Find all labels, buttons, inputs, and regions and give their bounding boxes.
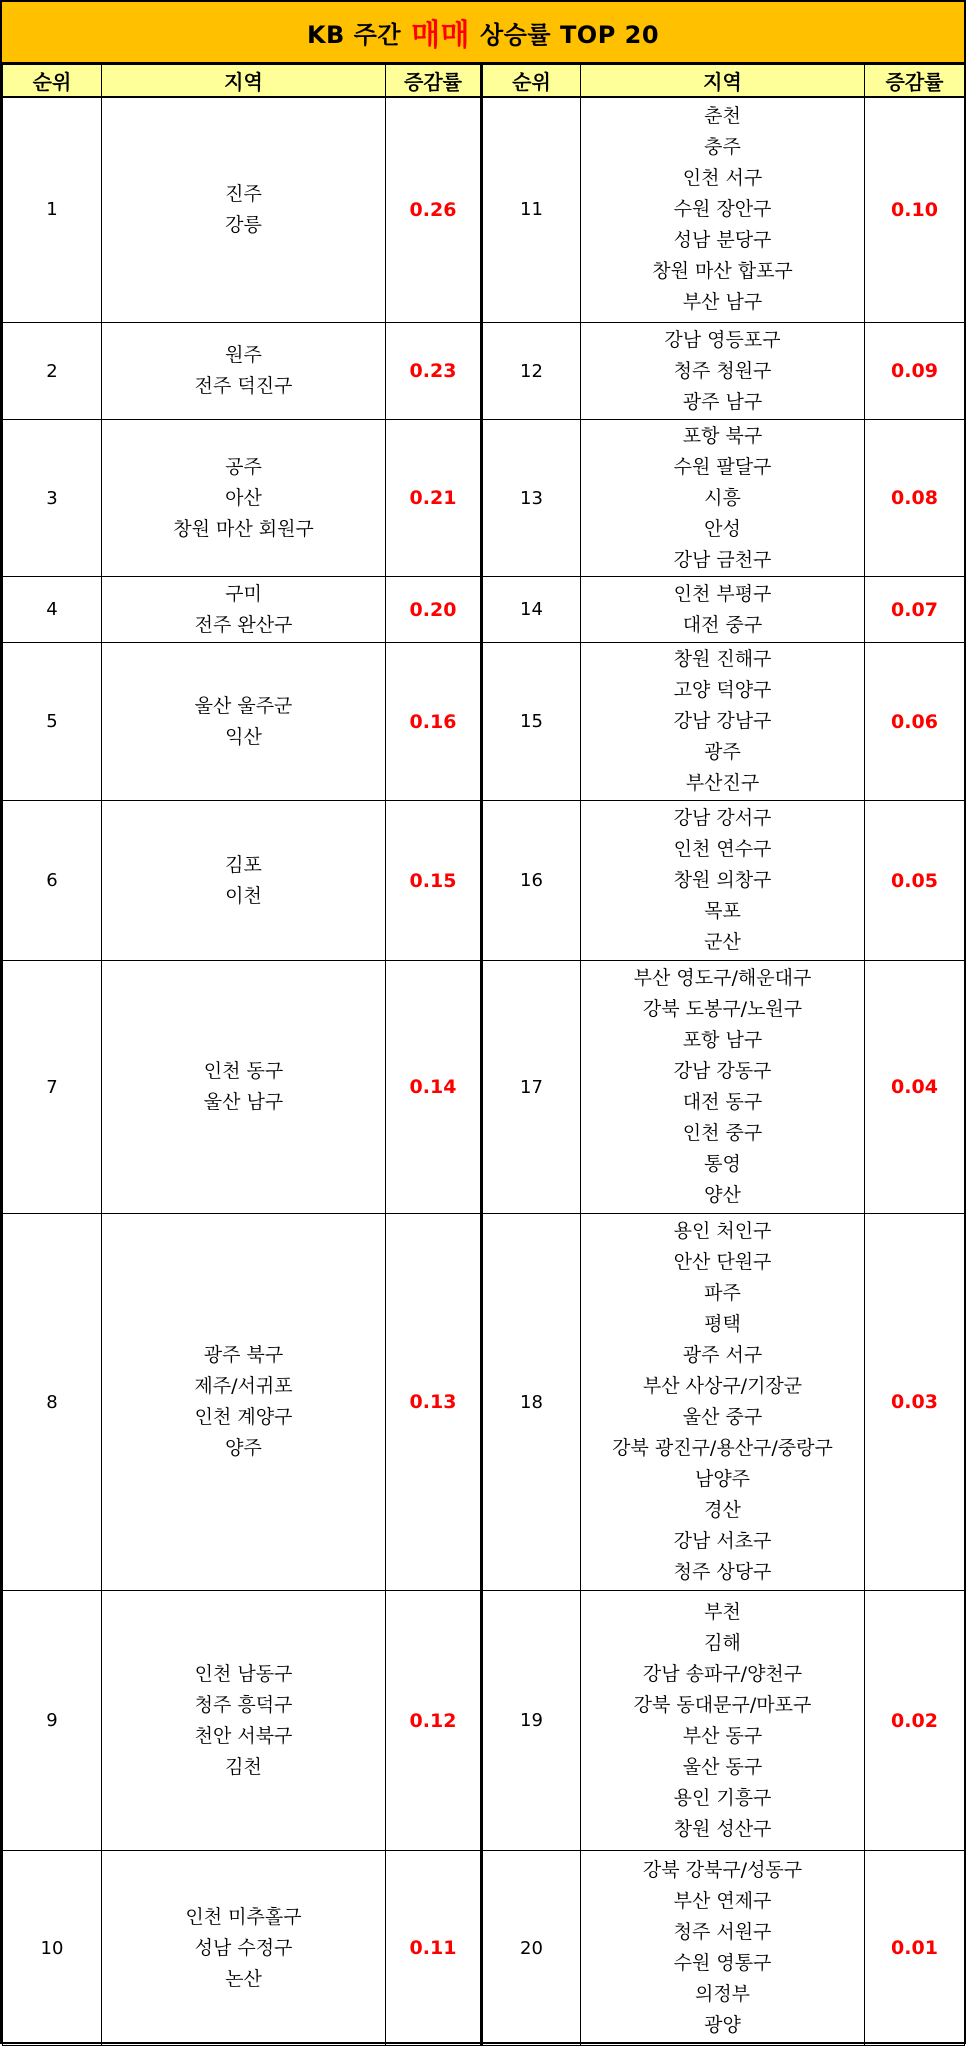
region-name: 익산	[225, 725, 262, 748]
region-name: 강남 영등포구	[664, 328, 781, 351]
table-row	[3, 801, 965, 961]
rank-cell-right: 15	[482, 643, 581, 801]
region-name: 창원 성산구	[673, 1817, 772, 1840]
region-name: 용인 처인구	[673, 1220, 772, 1242]
region-cell-left	[102, 1851, 386, 2046]
region-name: 용인 기흥구	[673, 1786, 772, 1809]
region-cell-left	[102, 961, 386, 1214]
rate-cell-left: 0.20	[386, 577, 482, 643]
table-row	[3, 97, 965, 323]
rank-cell-left: 2	[3, 323, 102, 420]
rate-cell-left: 0.21	[386, 420, 482, 577]
region-name: 울산 동구	[682, 1755, 763, 1778]
region-cell-right	[581, 801, 865, 961]
region-name: 수원 팔달구	[673, 455, 772, 478]
region-name: 강남 금천구	[673, 548, 772, 571]
table-row	[3, 1214, 965, 1591]
rank-cell-right: 18	[482, 1214, 581, 1591]
region-name: 고양 덕양구	[673, 679, 772, 701]
region-name: 인천 서구	[682, 167, 763, 190]
region-name: 부산 연제구	[673, 1890, 772, 1912]
rank-cell-left: 10	[3, 1851, 102, 2046]
region-name: 부산 사상구/기장군	[642, 1375, 803, 1397]
region-name: 강남 강서구	[673, 807, 772, 829]
region-name: 안성	[704, 517, 741, 540]
rate-cell-left: 0.13	[386, 1214, 482, 1591]
rate-cell-right: 0.04	[865, 961, 965, 1214]
rank-cell-right: 19	[482, 1591, 581, 1851]
region-name: 인천 동구	[203, 1060, 284, 1082]
rate-cell-left: 0.14	[386, 961, 482, 1214]
region-name: 강남 송파구/양천구	[642, 1662, 803, 1685]
region-cell-right	[581, 323, 865, 420]
region-name: 목포	[704, 900, 741, 922]
rate-cell-right: 0.02	[865, 1591, 965, 1851]
region-cell-left	[102, 97, 386, 323]
region-name: 광주 남구	[682, 390, 763, 413]
region-name: 제주/서귀포	[194, 1375, 293, 1397]
region-name: 강남 강남구	[673, 710, 772, 732]
region-name: 청주 청원구	[673, 359, 772, 382]
rank-cell-left: 1	[3, 97, 102, 323]
rate-cell-right: 0.06	[865, 643, 965, 801]
table-body	[3, 97, 965, 2046]
region-name: 부산 동구	[682, 1724, 763, 1747]
region-name: 포항 남구	[682, 1029, 763, 1051]
region-name: 원주	[225, 344, 262, 366]
region-name: 강북 동대문구/마포구	[633, 1693, 812, 1716]
region-name: 성남 분당구	[673, 229, 772, 252]
table-title	[2, 2, 964, 64]
region-name: 강북 강북구/성동구	[642, 1859, 803, 1881]
rank-cell-right: 17	[482, 961, 581, 1214]
region-name: 평택	[704, 1313, 741, 1335]
header-rank-left: 순위	[3, 65, 102, 97]
region-name: 경산	[704, 1499, 741, 1521]
region-name: 울산 남구	[203, 1091, 284, 1113]
table-row	[3, 1591, 965, 1851]
rate-cell-right: 0.05	[865, 801, 965, 961]
ranking-table	[2, 64, 965, 2046]
region-name: 광양	[704, 2014, 741, 2036]
header-region-right: 지역	[581, 65, 865, 97]
table-row	[3, 643, 965, 801]
region-name: 포항 북구	[682, 424, 763, 447]
region-cell-left	[102, 801, 386, 961]
region-name: 김천	[225, 1755, 262, 1778]
rank-cell-left: 7	[3, 961, 102, 1214]
region-name: 강릉	[225, 213, 262, 236]
region-name: 시흥	[704, 486, 741, 509]
rate-cell-right: 0.07	[865, 577, 965, 643]
region-name: 부산진구	[685, 772, 760, 794]
region-name: 청주 서원구	[673, 1921, 772, 1943]
region-cell-right	[581, 97, 865, 323]
region-name: 인천 계양구	[194, 1406, 293, 1428]
table-row	[3, 961, 965, 1214]
region-name: 인천 연수구	[673, 838, 772, 860]
region-name: 전주 덕진구	[194, 375, 293, 397]
rate-cell-left: 0.23	[386, 323, 482, 420]
region-name: 광주 북구	[203, 1344, 284, 1366]
region-name: 광주 서구	[682, 1344, 763, 1366]
title-accent: 매매	[411, 18, 471, 53]
rank-cell-right: 20	[482, 1851, 581, 2046]
region-name: 아산	[225, 486, 262, 509]
rank-cell-right: 16	[482, 801, 581, 961]
rank-cell-left: 8	[3, 1214, 102, 1591]
region-name: 인천 미추홀구	[185, 1905, 302, 1928]
region-cell-right	[581, 961, 865, 1214]
region-name: 전주 완산구	[194, 613, 293, 636]
rate-cell-right: 0.10	[865, 97, 965, 323]
region-name: 강남 강동구	[673, 1060, 772, 1082]
header-row	[3, 65, 965, 97]
rank-cell-right: 13	[482, 420, 581, 577]
header-rank-right: 순위	[482, 65, 581, 97]
region-name: 충주	[704, 136, 741, 159]
region-name: 강남 서초구	[673, 1530, 772, 1552]
rank-cell-left: 9	[3, 1591, 102, 1851]
region-name: 이천	[225, 884, 262, 907]
rate-cell-right: 0.03	[865, 1214, 965, 1591]
table-row	[3, 420, 965, 577]
region-name: 의정부	[694, 1983, 751, 2005]
header-region-left: 지역	[102, 65, 386, 97]
region-name: 수원 영통구	[673, 1952, 772, 1974]
rate-cell-right: 0.09	[865, 323, 965, 420]
region-name: 공주	[225, 455, 262, 478]
rate-cell-left: 0.15	[386, 801, 482, 961]
rank-cell-left: 6	[3, 801, 102, 961]
region-name: 진주	[225, 182, 262, 205]
region-name: 인천 부평구	[673, 582, 772, 605]
header-rate-left: 증감률	[386, 65, 482, 97]
region-cell-right	[581, 1214, 865, 1591]
region-cell-left	[102, 643, 386, 801]
region-name: 양주	[225, 1437, 262, 1459]
region-name: 인천 중구	[682, 1122, 763, 1144]
title-prefix: KB 주간	[306, 20, 402, 49]
table-row	[3, 577, 965, 643]
region-name: 김포	[225, 853, 262, 876]
region-name: 군산	[704, 931, 741, 953]
region-cell-right	[581, 1851, 865, 2046]
region-cell-right	[581, 643, 865, 801]
region-name: 청주 상당구	[673, 1561, 772, 1583]
rank-cell-left: 5	[3, 643, 102, 801]
rate-cell-left: 0.11	[386, 1851, 482, 2046]
region-name: 울산 중구	[682, 1406, 763, 1428]
region-name: 안산 단원구	[673, 1251, 772, 1273]
region-cell-right	[581, 420, 865, 577]
region-name: 창원 의창구	[673, 869, 772, 891]
region-name: 구미	[225, 582, 262, 605]
table-row	[3, 323, 965, 420]
header-rate-right: 증감률	[865, 65, 965, 97]
rate-cell-left: 0.26	[386, 97, 482, 323]
region-name: 창원 진해구	[673, 648, 772, 670]
region-name: 통영	[704, 1153, 741, 1175]
region-name: 대전 중구	[682, 613, 763, 636]
table-row	[3, 1851, 965, 2046]
region-name: 부산 남구	[682, 291, 763, 314]
region-name: 양산	[704, 1184, 741, 1206]
region-name: 논산	[225, 1967, 262, 1990]
region-cell-right	[581, 577, 865, 643]
region-name: 수원 장안구	[673, 198, 772, 221]
region-name: 창원 마산 합포구	[652, 260, 793, 283]
region-name: 광주	[704, 741, 741, 763]
region-name: 울산 울주군	[194, 694, 293, 717]
region-name: 대전 동구	[682, 1091, 763, 1113]
region-name: 남양주	[694, 1468, 751, 1490]
region-name: 청주 흥덕구	[194, 1693, 293, 1716]
rank-cell-right: 14	[482, 577, 581, 643]
region-name: 인천 남동구	[194, 1662, 293, 1685]
rank-cell-left: 4	[3, 577, 102, 643]
region-name: 김해	[704, 1631, 741, 1654]
region-name: 부천	[704, 1600, 741, 1623]
region-name: 파주	[704, 1282, 741, 1304]
rate-cell-right: 0.01	[865, 1851, 965, 2046]
region-name: 강북 광진구/용산구/중랑구	[612, 1437, 833, 1459]
region-name: 강북 도봉구/노원구	[642, 998, 803, 1020]
title-suffix: 상승률 TOP 20	[480, 20, 660, 49]
region-cell-left	[102, 1591, 386, 1851]
region-name: 창원 마산 회원구	[173, 517, 314, 540]
region-name: 성남 수정구	[194, 1936, 293, 1959]
region-cell-left	[102, 1214, 386, 1591]
region-cell-left	[102, 577, 386, 643]
rank-cell-right: 12	[482, 323, 581, 420]
rank-cell-right: 11	[482, 97, 581, 323]
region-name: 천안 서북구	[194, 1724, 293, 1747]
region-cell-left	[102, 323, 386, 420]
rate-cell-right: 0.08	[865, 420, 965, 577]
rate-cell-left: 0.16	[386, 643, 482, 801]
rate-cell-left: 0.12	[386, 1591, 482, 1851]
region-cell-left	[102, 420, 386, 577]
region-cell-right	[581, 1591, 865, 1851]
region-name: 춘천	[704, 105, 741, 128]
region-name: 부산 영도구/해운대구	[633, 967, 812, 989]
rank-cell-left: 3	[3, 420, 102, 577]
